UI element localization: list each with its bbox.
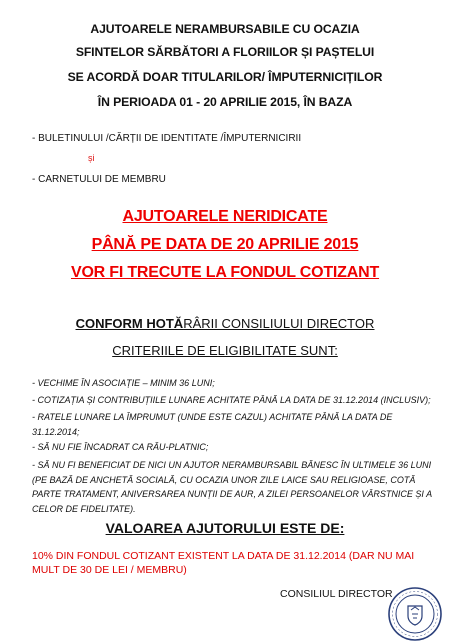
warning-line-1: AJUTOARELE NERIDICATE [122,208,328,225]
value-text: 10% DIN FONDUL COTIZANT EXISTENT LA DATA DE 31.12.2014 (DAR NU MAI MULT DE 30 DE LEI / MEMBRU) [32,550,415,576]
warning-line-2: PÂNĂ PE DATA DE 20 APRILIE 2015 [91,236,359,253]
document-item-card: - CARNETULUI DE MEMBRU [32,174,166,185]
header-line-4: ÎN PERIOADA 01 - 20 APRILIE 2015, ÎN BAZA [97,95,353,109]
document-conjunction: și [88,153,95,163]
criteria-intro [0,316,450,331]
criteria-heading-text: CRITERIILE DE ELIGIBILITATE SUNT: [112,343,338,358]
criteria-item: - COTIZAȚIA ȘI CONTRIBUȚIILE LUNARE ACHITATE PÂNĂ LA DATA DE 31.12.2014 (INCLUSIV); [32,395,431,405]
criteria-heading [0,343,450,358]
criteria-item: - SĂ NU FIE ÎNCADRAT CA RĂU-PLATNIC; [32,442,209,452]
value-heading: VALOAREA AJUTORULUI ESTE DE: [105,520,345,536]
criteria-item: - RATELE LUNARE LA ÎMPRUMUT (UNDE ESTE CAZUL) ACHITATE PÂNĂ LA DATA DE 31.12.2014; [32,412,393,437]
document-item-id: - BULETINULUI /CĂRȚII DE IDENTITATE /ÎMPUTERNICIRII [32,133,302,144]
header-line-2: SFINTELOR SĂRBĂTORI A FLORIILOR ȘI PAȘTELUI [75,45,375,59]
seal-stamp-icon [384,585,446,643]
signature-text: CONSILIUL DIRECTOR [280,588,393,600]
criteria-item: - SĂ NU FI BENEFICIAT DE NICI UN AJUTOR NERAMBURSABIL BĂNESC ÎN ULTIMELE 36 LUNI (PE BAZĂ DE ANCHETĂ SOCIALĂ, CU OCAZIA UNOR ZILE LAICE SAU RELIGIOASE, COTĂ PARTE TRATAMENT, ANIVERSAREA NUNȚII DE AUR, A ZILEI PERSOANELOR VÂRSTNICE ȘI A CELOR DE FIDELITATE). [32,460,432,514]
criteria-intro-rest: RÂRII CONSILIULUI DIRECTOR [183,316,375,331]
criteria-intro-bold: CONFORM HOTĂ [75,316,184,331]
criteria-item: - VECHIME ÎN ASOCIAȚIE – MINIM 36 LUNI; [32,378,215,388]
warning-line-3: VOR FI TRECUTE LA FONDUL COTIZANT [70,264,380,281]
header-line-3: SE ACORDĂ DOAR TITULARILOR/ ÎMPUTERNICIȚILOR [67,70,383,84]
header-line-1: AJUTOARELE NERAMBURSABILE CU OCAZIA [90,22,360,36]
